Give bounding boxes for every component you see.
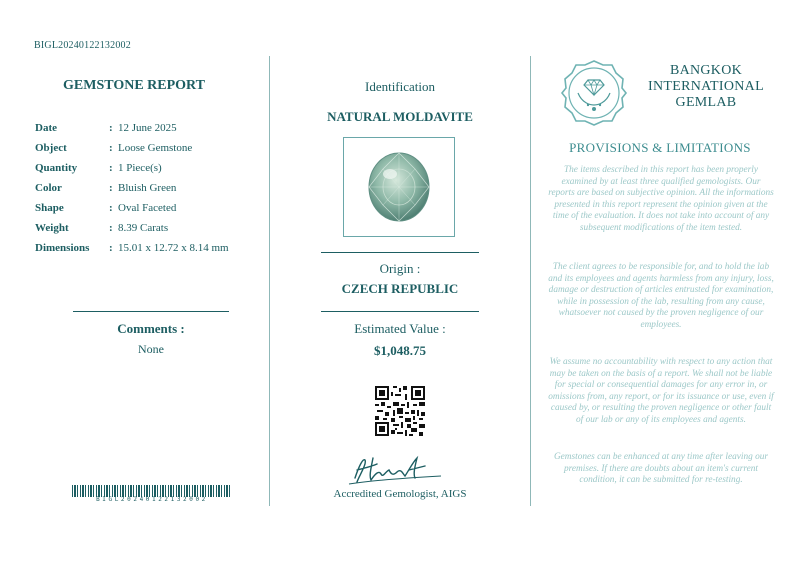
spec-separator: : bbox=[109, 162, 113, 174]
spec-value: 15.01 x 12.72 x 8.14 mm bbox=[118, 242, 229, 254]
report-id: BIGL20240122132002 bbox=[34, 40, 131, 51]
gemstone-photo bbox=[344, 138, 454, 236]
gemologist-credential: Accredited Gemologist, AIGS bbox=[333, 488, 467, 500]
report-title: GEMSTONE REPORT bbox=[63, 78, 205, 93]
spec-value: 8.39 Carats bbox=[118, 222, 169, 234]
spec-separator: : bbox=[109, 222, 113, 234]
column-divider-right bbox=[530, 56, 531, 506]
lab-name-line-3: GEMLAB bbox=[675, 95, 737, 110]
spec-separator: : bbox=[109, 202, 113, 214]
provision-paragraph-3: We assume no accountability with respect to any action that may be taken on the basis of a report. We shall not be liable for special or consequential damages for any error in, or omissions from, any report, or for its issuance or use, even if caused by, or resulting the proven negligence or other fault of our lab or any of its employees and agents. bbox=[548, 357, 774, 425]
gemlab-logo-seal bbox=[560, 59, 628, 127]
comments-divider bbox=[73, 311, 229, 312]
comments-label: Comments : bbox=[117, 321, 185, 336]
spec-label: Color bbox=[35, 182, 62, 194]
spec-label: Dimensions bbox=[35, 242, 90, 254]
spec-separator: : bbox=[109, 142, 113, 154]
estimated-value-amount: $1,048.75 bbox=[374, 343, 426, 358]
qr-code bbox=[375, 386, 425, 436]
spec-separator: : bbox=[109, 242, 113, 254]
provision-paragraph-4: Gemstones can be enhanced at any time after leaving our premises. If there are doubts about an item's current condition, it can be submitted for re-testing. bbox=[553, 452, 769, 486]
identification-label: Identification bbox=[364, 79, 436, 94]
spec-separator: : bbox=[109, 122, 113, 134]
spec-label: Weight bbox=[35, 222, 69, 234]
value-divider bbox=[321, 311, 479, 312]
spec-value: Bluish Green bbox=[118, 182, 177, 194]
lab-name-line-2: INTERNATIONAL bbox=[648, 79, 764, 94]
provision-paragraph-2: The client agrees to be responsible for, and to hold the lab and its employees and agents harmless from any injury, loss, damage or destruction of articles entrusted for examination, while in possession of the lab, resulting from any cause, whatsoever not caused by the proven negligence of our employees. bbox=[548, 262, 774, 330]
barcode-text: BIGL20240122132002 bbox=[96, 496, 208, 503]
lab-name bbox=[636, 63, 776, 111]
spec-label: Quantity bbox=[35, 162, 78, 174]
provisions-title: PROVISIONS & LIMITATIONS bbox=[569, 140, 751, 155]
spec-value: Oval Faceted bbox=[118, 202, 177, 214]
spec-label: Date bbox=[35, 122, 57, 134]
signature bbox=[345, 452, 445, 488]
gem-photo-frame bbox=[343, 137, 455, 237]
spec-separator: : bbox=[109, 182, 113, 194]
spec-label: Shape bbox=[35, 202, 64, 214]
origin-divider bbox=[321, 252, 479, 253]
spec-value: Loose Gemstone bbox=[118, 142, 193, 154]
spec-value: 1 Piece(s) bbox=[118, 162, 162, 174]
origin-value: CZECH REPUBLIC bbox=[341, 281, 459, 296]
origin-label: Origin : bbox=[379, 261, 421, 276]
spec-value: 12 June 2025 bbox=[118, 122, 177, 134]
gem-name: NATURAL MOLDAVITE bbox=[327, 109, 473, 124]
estimated-value-label: Estimated Value : bbox=[354, 321, 446, 336]
comments-value: None bbox=[138, 342, 164, 356]
spec-label: Object bbox=[35, 142, 67, 154]
lab-name-line-1: BANGKOK bbox=[669, 63, 743, 78]
provision-paragraph-1: The items described in this report has been properly examined by at least three qualified gemologists. Our reports are based on subjective opinion. All the informations presented in this report represent the opinion given at the time of the evaluation. It does not take into account of any subsequent modifications of the item tested. bbox=[548, 165, 774, 233]
